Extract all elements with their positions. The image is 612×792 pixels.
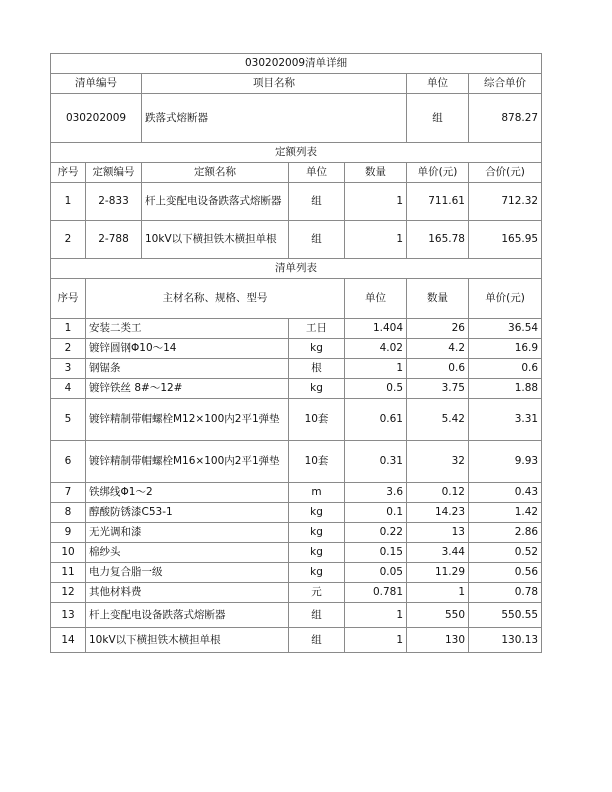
material-row (51, 359, 542, 379)
material-qty: 0.15 (345, 543, 407, 563)
material-seq: 12 (51, 583, 86, 603)
material-unit: kg (289, 503, 345, 523)
material-unit: kg (289, 339, 345, 359)
item-price: 878.27 (469, 94, 542, 143)
material-unit: m (289, 483, 345, 503)
material-name: 杆上变配电设备跌落式熔断器 (86, 603, 289, 628)
material-price-header: 单价(元) (469, 279, 542, 319)
material-unit: 组 (289, 628, 345, 653)
material-name: 棉纱头 (86, 543, 289, 563)
material-total: 550.55 (469, 603, 542, 628)
material-total: 0.78 (469, 583, 542, 603)
material-seq: 7 (51, 483, 86, 503)
material-name: 镀锌精制带帽螺栓M16×100内2平1弹垫 (86, 441, 289, 483)
sheet-title: 030202009清单详细 (51, 54, 542, 74)
quota-seq: 1 (51, 183, 86, 221)
material-seq-header: 序号 (51, 279, 86, 319)
quota-total-header: 合价(元) (469, 163, 542, 183)
material-price: 3.75 (407, 379, 469, 399)
material-price: 4.2 (407, 339, 469, 359)
material-unit: 组 (289, 603, 345, 628)
material-price: 13 (407, 523, 469, 543)
material-total: 3.31 (469, 399, 542, 441)
material-name: 安装二类工 (86, 319, 289, 339)
material-unit: kg (289, 543, 345, 563)
quota-unit: 组 (289, 221, 345, 259)
material-qty: 1 (345, 628, 407, 653)
material-seq: 3 (51, 359, 86, 379)
quota-code-header: 定额编号 (86, 163, 142, 183)
material-row (51, 523, 542, 543)
material-row (51, 628, 542, 653)
material-seq: 11 (51, 563, 86, 583)
material-total: 0.56 (469, 563, 542, 583)
material-seq: 14 (51, 628, 86, 653)
material-name: 镀锌精制带帽螺栓M12×100内2平1弹垫 (86, 399, 289, 441)
material-price: 550 (407, 603, 469, 628)
material-unit: 10套 (289, 441, 345, 483)
item-price-header: 综合单价 (469, 74, 542, 94)
material-price: 1 (407, 583, 469, 603)
material-name: 铁绑线Φ1～2 (86, 483, 289, 503)
material-row (51, 319, 542, 339)
material-row (51, 379, 542, 399)
quota-qty-header: 数量 (345, 163, 407, 183)
material-seq: 13 (51, 603, 86, 628)
material-unit: kg (289, 523, 345, 543)
quota-unit: 组 (289, 183, 345, 221)
material-qty: 0.5 (345, 379, 407, 399)
material-qty: 0.61 (345, 399, 407, 441)
quota-code: 2-788 (86, 221, 142, 259)
material-name: 无光调和漆 (86, 523, 289, 543)
item-unit-header: 单位 (407, 74, 469, 94)
material-row (51, 441, 542, 483)
material-total: 0.6 (469, 359, 542, 379)
material-name: 其他材料费 (86, 583, 289, 603)
material-price: 14.23 (407, 503, 469, 523)
material-unit: kg (289, 563, 345, 583)
material-unit: kg (289, 379, 345, 399)
material-seq: 1 (51, 319, 86, 339)
material-row (51, 483, 542, 503)
material-row (51, 563, 542, 583)
item-code: 030202009 (51, 94, 142, 143)
material-price: 3.44 (407, 543, 469, 563)
item-code-header: 清单编号 (51, 74, 142, 94)
material-price: 11.29 (407, 563, 469, 583)
material-name-header: 主材名称、规格、型号 (86, 279, 345, 319)
quota-price-header: 单价(元) (407, 163, 469, 183)
quota-qty: 1 (345, 221, 407, 259)
material-seq: 6 (51, 441, 86, 483)
material-qty: 3.6 (345, 483, 407, 503)
material-qty-header: 数量 (407, 279, 469, 319)
material-unit: 根 (289, 359, 345, 379)
material-total: 16.9 (469, 339, 542, 359)
material-seq: 5 (51, 399, 86, 441)
material-price: 5.42 (407, 399, 469, 441)
material-unit-header: 单位 (345, 279, 407, 319)
quota-name: 杆上变配电设备跌落式熔断器 (142, 183, 289, 221)
material-price: 32 (407, 441, 469, 483)
material-row (51, 543, 542, 563)
material-total: 2.86 (469, 523, 542, 543)
quota-name-header: 定额名称 (142, 163, 289, 183)
material-total: 0.52 (469, 543, 542, 563)
material-name: 镀锌圆钢Φ10～14 (86, 339, 289, 359)
quota-row (51, 183, 542, 221)
quota-price: 165.78 (407, 221, 469, 259)
material-name: 钢锯条 (86, 359, 289, 379)
quota-unit-header: 单位 (289, 163, 345, 183)
material-total: 130.13 (469, 628, 542, 653)
material-name: 10kV以下横担铁木横担单根 (86, 628, 289, 653)
material-seq: 2 (51, 339, 86, 359)
item-unit: 组 (407, 94, 469, 143)
material-unit: 元 (289, 583, 345, 603)
quota-name: 10kV以下横担铁木横担单根 (142, 221, 289, 259)
material-unit: 工日 (289, 319, 345, 339)
material-price: 130 (407, 628, 469, 653)
material-row (51, 583, 542, 603)
material-unit: 10套 (289, 399, 345, 441)
material-row (51, 603, 542, 628)
quota-total: 165.95 (469, 221, 542, 259)
material-qty: 4.02 (345, 339, 407, 359)
material-price: 0.12 (407, 483, 469, 503)
material-row (51, 399, 542, 441)
quota-section-title: 定额列表 (51, 143, 542, 163)
material-qty: 0.781 (345, 583, 407, 603)
material-total: 1.42 (469, 503, 542, 523)
quota-qty: 1 (345, 183, 407, 221)
material-row (51, 503, 542, 523)
detail-sheet (50, 53, 542, 653)
quota-row (51, 221, 542, 259)
material-total: 9.93 (469, 441, 542, 483)
material-qty: 0.05 (345, 563, 407, 583)
material-qty: 0.31 (345, 441, 407, 483)
material-seq: 4 (51, 379, 86, 399)
quota-price: 711.61 (407, 183, 469, 221)
material-price: 26 (407, 319, 469, 339)
material-price: 0.6 (407, 359, 469, 379)
item-name: 跌落式熔断器 (142, 94, 407, 143)
material-qty: 1 (345, 359, 407, 379)
material-qty: 1 (345, 603, 407, 628)
material-seq: 10 (51, 543, 86, 563)
material-total: 0.43 (469, 483, 542, 503)
quota-total: 712.32 (469, 183, 542, 221)
material-section-title: 清单列表 (51, 259, 542, 279)
material-total: 36.54 (469, 319, 542, 339)
material-qty: 1.404 (345, 319, 407, 339)
material-row (51, 339, 542, 359)
material-total: 1.88 (469, 379, 542, 399)
material-name: 电力复合脂一级 (86, 563, 289, 583)
item-name-header: 项目名称 (142, 74, 407, 94)
material-name: 镀锌铁丝 8#～12# (86, 379, 289, 399)
material-qty: 0.22 (345, 523, 407, 543)
material-name: 醇酸防锈漆C53-1 (86, 503, 289, 523)
quota-seq: 2 (51, 221, 86, 259)
quota-seq-header: 序号 (51, 163, 86, 183)
material-seq: 9 (51, 523, 86, 543)
quota-code: 2-833 (86, 183, 142, 221)
material-seq: 8 (51, 503, 86, 523)
material-qty: 0.1 (345, 503, 407, 523)
